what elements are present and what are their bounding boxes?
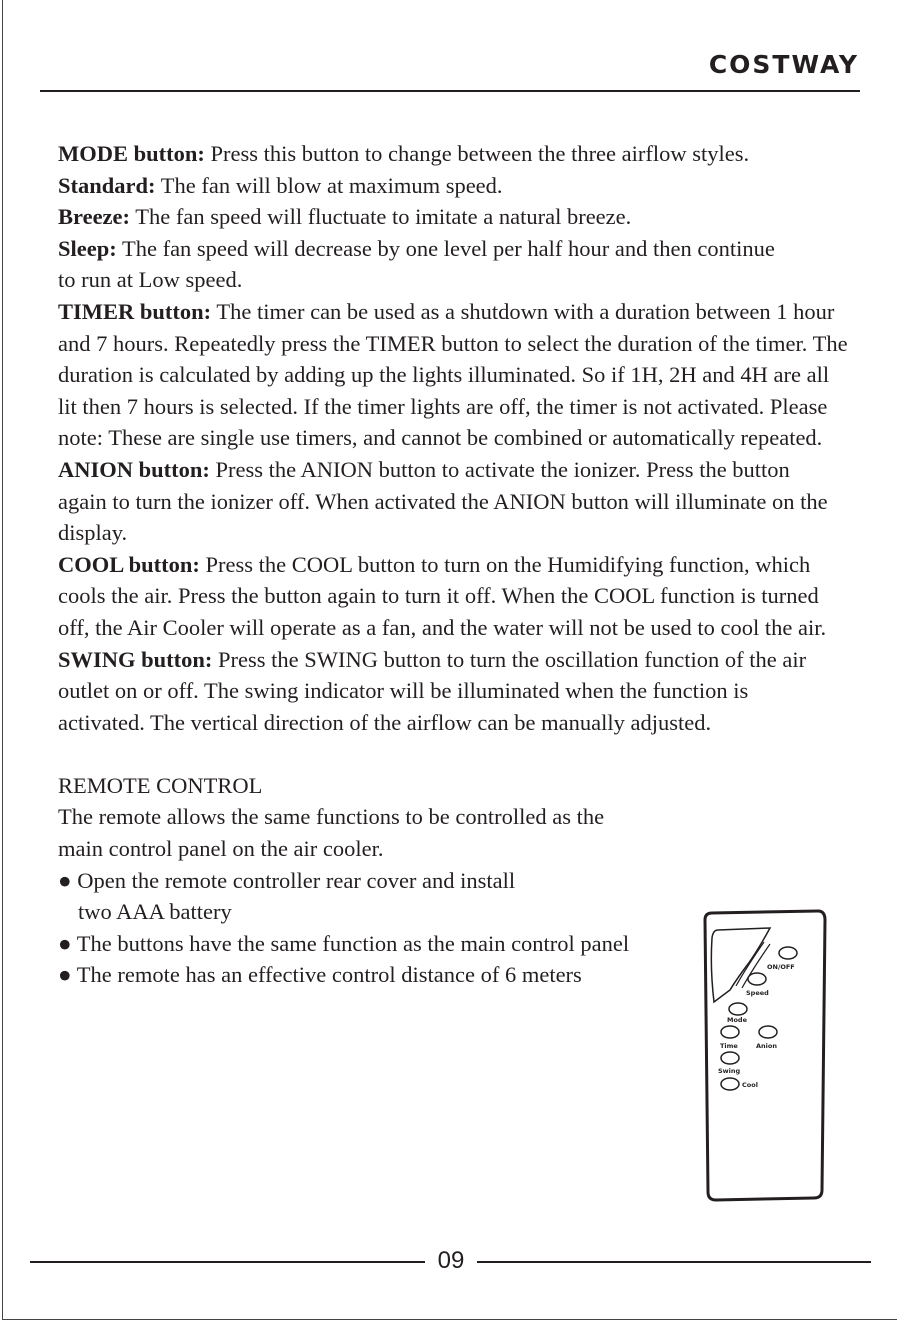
footer-rule-left	[30, 1261, 425, 1263]
anion-button	[759, 1026, 777, 1038]
mode-paragraph	[58, 138, 858, 170]
anion-paragraph	[58, 454, 833, 549]
swing-button	[721, 1052, 739, 1064]
standard-label: Standard:	[58, 172, 156, 198]
time-label: Time	[720, 1042, 738, 1050]
instructions-body	[58, 138, 858, 991]
swing-paragraph	[58, 644, 838, 739]
remote-bullet-1: ● Open the remote controller rear cover and install	[58, 867, 516, 893]
swing-text: Press the SWING button to turn the oscillation function of the air outlet on or off. The swing indicator will be illuminated when the function is activated. The vertical direction of the airflow can be manually adjusted.	[58, 646, 807, 735]
cool-label: Cool	[742, 1081, 758, 1089]
anion-label: Anion	[756, 1042, 777, 1050]
standard-paragraph	[58, 170, 858, 202]
header-rule	[40, 90, 860, 92]
remote-bullet-3: ● The remote has an effective control distance of 6 meters	[58, 962, 582, 988]
timer-label: TIMER button:	[58, 298, 212, 324]
time-button	[721, 1026, 739, 1038]
remote-bullet-2: ● The buttons have the same function as the main control panel	[58, 930, 630, 956]
spacer	[58, 738, 858, 770]
remote-control-illustration	[700, 908, 830, 1203]
anion-label: ANION button:	[58, 456, 210, 482]
breeze-paragraph	[58, 201, 858, 233]
swing-label: SWING button:	[58, 646, 213, 672]
swing-label: Swing	[718, 1067, 741, 1075]
speed-label: Speed	[746, 989, 769, 997]
remote-control-section	[58, 770, 658, 991]
mode-button	[729, 1003, 747, 1015]
remote-heading: REMOTE CONTROL	[58, 772, 263, 798]
cool-button	[721, 1078, 739, 1090]
cool-paragraph	[58, 549, 843, 644]
breeze-text: The fan speed will fluctuate to imitate a natural breeze.	[130, 204, 632, 230]
sleep-text: The fan speed will decrease by one level per half hour and then continue to run at Low speed.	[58, 235, 775, 293]
on-off-label: ON/OFF	[767, 963, 795, 971]
brand-logo: COSTWAY	[708, 50, 859, 79]
breeze-label: Breeze:	[58, 204, 131, 230]
standard-text: The fan will blow at maximum speed.	[155, 172, 503, 198]
mode-text: Press this button to change between the three airflow styles.	[204, 141, 750, 166]
mode-label: Mode	[727, 1016, 747, 1024]
mode-label: MODE button:	[58, 141, 205, 166]
speed-button	[748, 973, 766, 985]
timer-text: The timer can be used as a shutdown with a duration between 1 hour and 7 hours. Repeatedly press the TIMER button to select the duration of the timer. The duration is calculated by adding up the lights illuminated. So if 1H, 2H and 4H are all lit then 7 hours is selected. If the timer lights are off, the timer is not activated. Please note: These are single use timers, and cannot be combined or automatically repeated.	[58, 298, 848, 451]
anion-text: Press the ANION button to activate the ionizer. Press the button again to turn the ionizer off. When activated the ANION button will illuminate on the display.	[58, 456, 828, 546]
cool-label: COOL button:	[58, 551, 200, 577]
on-off-button	[779, 947, 797, 959]
remote-bullet-1-continued: two AAA battery	[78, 899, 232, 925]
page-number: 09	[437, 1247, 465, 1274]
remote-intro: The remote allows the same functions to be controlled as the main control panel on the air cooler.	[58, 804, 605, 862]
sleep-label: Sleep:	[58, 235, 117, 261]
timer-paragraph	[58, 296, 848, 454]
footer-rule-right	[477, 1261, 871, 1263]
cool-text: Press the COOL button to turn on the Humidifying function, which cools the air. Press the button again to turn it off. When the COOL function is turned off, the Air Cooler will operate as a fan, and the water will not be used to cool the air.	[58, 551, 827, 640]
sleep-paragraph	[58, 233, 788, 296]
